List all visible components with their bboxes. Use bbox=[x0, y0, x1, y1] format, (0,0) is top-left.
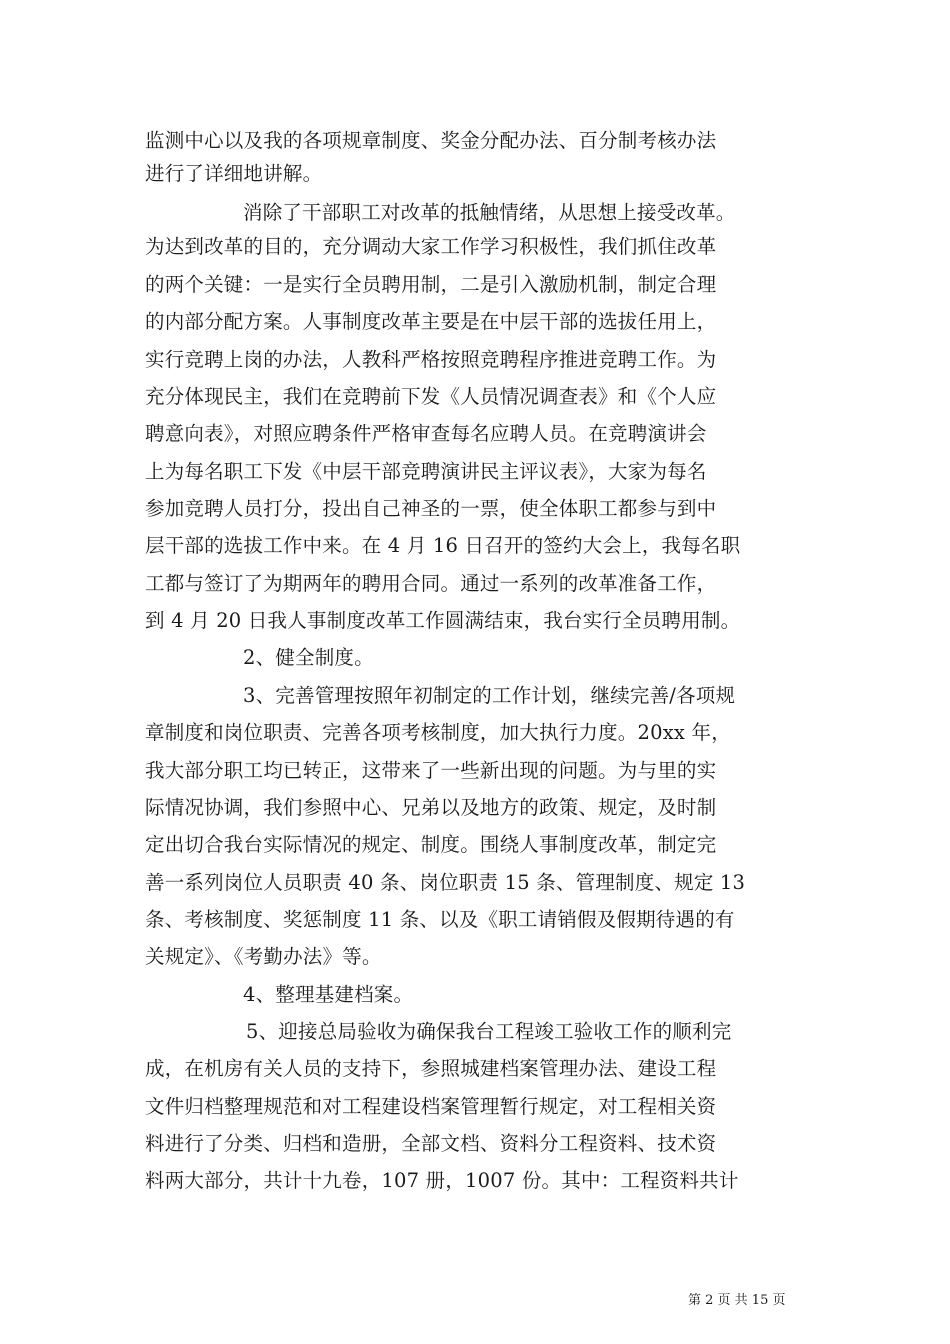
paragraph-line: 我大部分职工均已转正，这带来了一些新出现的问题。为与里的实 bbox=[145, 759, 717, 782]
paragraph-line: 的内部分配方案。人事制度改革主要是在中层干部的选拔任用上， bbox=[145, 310, 717, 333]
paragraph-line: 关规定》、《考勤办法》等。 bbox=[145, 945, 382, 968]
paragraph-line: 监测中心以及我的各项规章制度、奖金分配办法、百分制考核办法 bbox=[145, 129, 717, 152]
paragraph-line: 层干部的选拔工作中来。在 4 月 16 日召开的签约大会上，我每名职 bbox=[145, 534, 741, 557]
paragraph-line: 参加竞聘人员打分，投出自己神圣的一票，使全体职工都参与到中 bbox=[145, 497, 717, 520]
paragraph-line: 实行竞聘上岗的办法，人教科严格按照竞聘程序推进竞聘工作。为 bbox=[145, 348, 717, 371]
paragraph-line: 5、迎接总局验收为确保我台工程竣工验收工作的顺利完 bbox=[246, 1020, 732, 1043]
paragraph-line: 充分体现民主，我们在竞聘前下发《人员情况调查表》和《个人应 bbox=[145, 385, 717, 408]
paragraph-line: 到 4 月 20 日我人事制度改革工作圆满结束，我台实行全员聘用制。 bbox=[145, 609, 741, 632]
paragraph-line: 料进行了分类、归档和造册，全部文档、资料分工程资料、技术资 bbox=[145, 1132, 717, 1155]
paragraph-line: 的两个关键：一是实行全员聘用制，二是引入激励机制，制定合理 bbox=[145, 273, 717, 296]
section-heading: 2、健全制度。 bbox=[243, 646, 374, 669]
paragraph-line: 文件归档整理规范和对工程建设档案管理暂行规定，对工程相关资 bbox=[145, 1095, 717, 1118]
page-number-footer: 第 2 页 共 15 页 bbox=[688, 1293, 786, 1308]
paragraph-line: 为达到改革的目的，充分调动大家工作学习积极性，我们抓住改革 bbox=[145, 235, 717, 258]
paragraph-line: 善一系列岗位人员职责 40 条、岗位职责 15 条、管理制度、规定 13 bbox=[145, 871, 746, 894]
paragraph-line: 料两大部分，共计十九卷，107 册，1007 份。其中：工程资料共计 bbox=[145, 1169, 739, 1192]
paragraph-line: 消除了干部职工对改革的抵触情绪，从思想上接受改革。 bbox=[243, 201, 736, 224]
paragraph-line: 章制度和岗位职责、完善各项考核制度，加大执行力度。20xx 年， bbox=[145, 721, 731, 744]
paragraph-line: 条、考核制度、奖惩制度 11 条、以及《职工请销假及假期待遇的有 bbox=[145, 908, 735, 931]
paragraph-line: 工都与签订了为期两年的聘用合同。通过一系列的改革准备工作， bbox=[145, 572, 717, 595]
paragraph-line: 聘意向表》，对照应聘条件严格审查每名应聘人员。在竞聘演讲会 bbox=[145, 422, 707, 445]
paragraph-line: 3、完善管理按照年初制定的工作计划，继续完善/各项规 bbox=[243, 684, 736, 707]
paragraph-line: 成，在机房有关人员的支持下，参照城建档案管理办法、建设工程 bbox=[145, 1057, 717, 1080]
paragraph-line: 上为每名职工下发《中层干部竞聘演讲民主评议表》，大家为每名 bbox=[145, 460, 707, 483]
paragraph-line: 定出切合我台实际情况的规定、制度。围绕人事制度改革，制定完 bbox=[145, 833, 717, 856]
paragraph-line: 进行了详细地讲解。 bbox=[145, 162, 323, 185]
section-heading: 4、整理基建档案。 bbox=[243, 983, 414, 1006]
paragraph-line: 际情况协调，我们参照中心、兄弟以及地方的政策、规定，及时制 bbox=[145, 796, 717, 819]
